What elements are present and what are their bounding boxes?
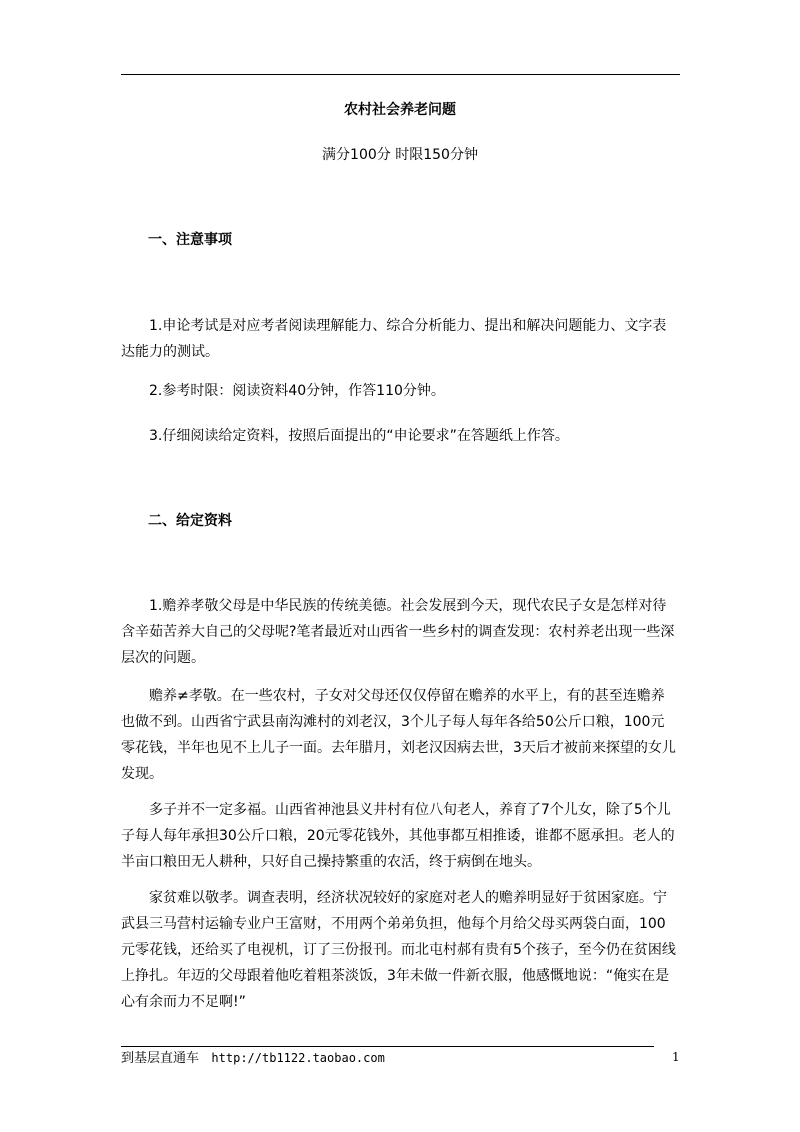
notes-paragraph-2: 2.参考时限：阅读资料40分钟，作答110分钟。: [149, 383, 445, 399]
footer-label: 到基层直通车: [121, 1051, 200, 1066]
section-heading-materials: 二、给定资料: [148, 513, 232, 529]
material-paragraph-1: 1.赡养孝敬父母是中华民族的传统美德。社会发展到今天，现代农民子女是怎样对待含辛茹苦养大自己的父母呢?笔者最近对山西省一些乡村的调查发现：农村养老出现一些深层次的问题。: [121, 598, 675, 666]
material-paragraph-3: 多子并不一定多福。山西省神池县义井村有位八旬老人，养育了7个儿女，除了5个儿子每人每年承担30公斤口粮，20元零花钱外，其他事都互相推诿，谁都不愿承担。老人的半亩口粮田无人耕种，只好自己操持繁重的农活，终于病倒在地头。: [121, 802, 675, 870]
header-rule: [121, 74, 680, 75]
section-heading-notes: 一、注意事项: [148, 232, 232, 248]
footer-url: http://tb1122.taobao.com: [211, 1051, 385, 1065]
document-subtitle: 满分100分 时限150分钟: [322, 147, 478, 163]
material-paragraph-2: 赡养≠孝敬。在一些农村，子女对父母还仅仅停留在赡养的水平上，有的甚至连赡养也做不到。山西省宁武县南沟滩村的刘老汉，3个儿子每人每年各给50公斤口粮，100元零花钱，半年也见不上儿子一面。去年腊月，刘老汉因病去世，3天后才被前来探望的女儿发现。: [121, 688, 676, 782]
notes-paragraph-3: 3.仔细阅读给定资料，按照后面提出的“申论要求”在答题纸上作答。: [149, 428, 569, 444]
document-title: 农村社会养老问题: [344, 102, 456, 118]
footer-rule: [121, 1046, 654, 1047]
material-paragraph-4: 家贫难以敬孝。调查表明，经济状况较好的家庭对老人的赡养明显好于贫困家庭。宁武县三马营村运输专业户王富财，不用两个弟弟负担，他每个月给父母买两袋白面，100元零花钱，还给买了电视机，订了三份报刊。而北屯村郝有贵有5个孩子，至今仍在贫困线上挣扎。年迈的父母跟着他吃着粗茶淡饭，3年未做一件新衣服，他感慨地说：“俺实在是心有余而力不足啊!”: [121, 890, 676, 1010]
notes-paragraph-1: 1.申论考试是对应考者阅读理解能力、综合分析能力、提出和解决问题能力、文字表达能力的测试。: [121, 318, 667, 360]
page-number: 1: [672, 1050, 680, 1064]
footer: [121, 1049, 385, 1068]
